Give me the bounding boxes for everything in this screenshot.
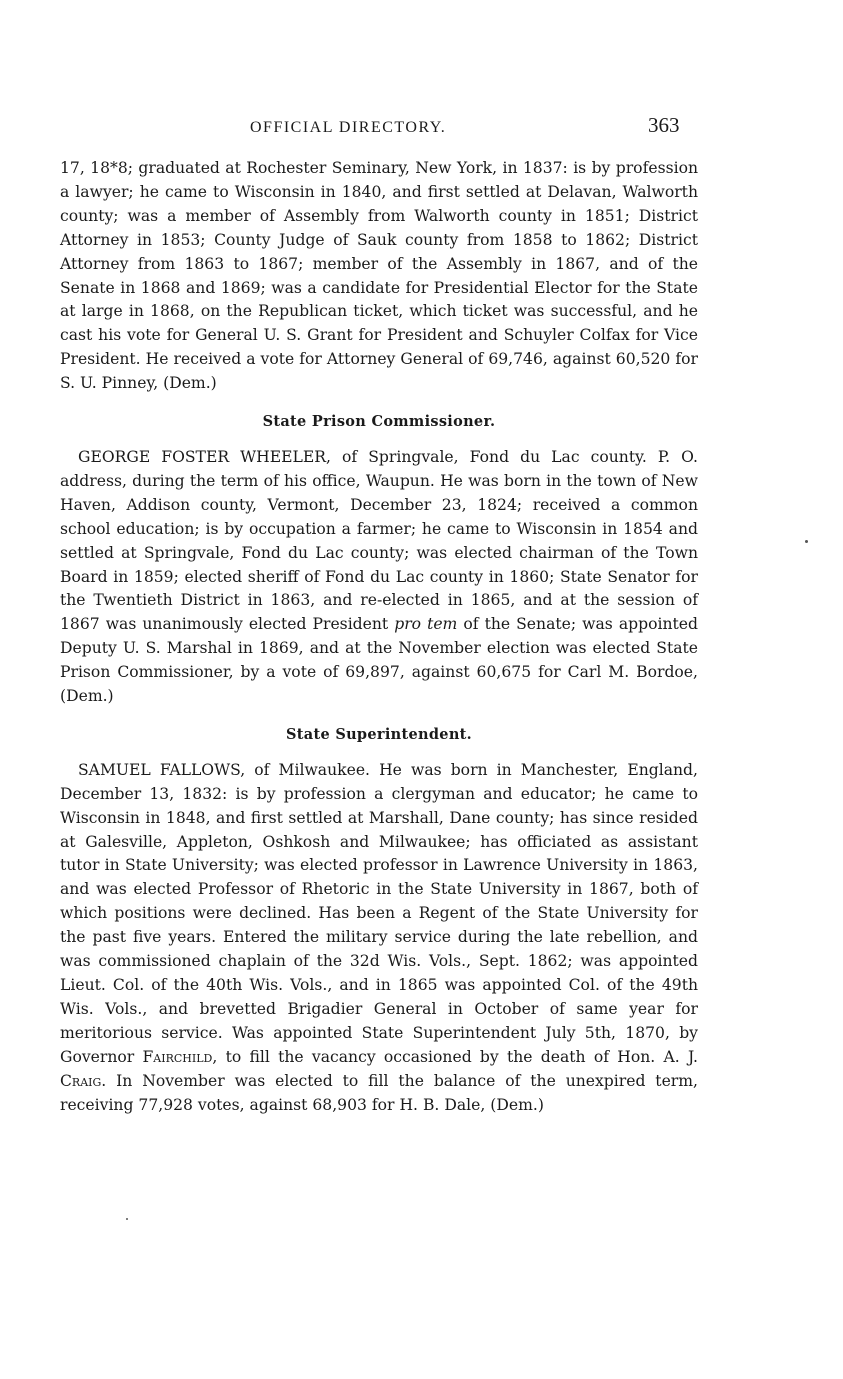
running-header [60,113,700,143]
running-title: OFFICIAL DIRECTORY. [250,119,447,136]
fairchild-smallcaps: Fairchild [142,1047,213,1066]
body-text [60,157,698,1117]
craig-smallcaps: Craig [60,1071,102,1090]
fallows-text-part1: SAMUEL FALLOWS, of Milwaukee. He was born in Manchester, England, December 13, 1832: is by profession a clergyman and educator; he came to Wisconsin in 1848, and first settled at Marshall, Dane county; has since resided at Galesville, Appleton, Oshkosh and Milwaukee; has officiated as assistant tutor in State University; was elected professor in Lawrence University in 1863, and was elected Professor of Rhetoric in the State University in 1867, both of which positions were declined. Has been a Regent of the State University for the past five years. Entered the military service during the late rebellion, and was commissioned chaplain of the 32d Wis. Vols., Sept. 1862; was appointed Lieut. Col. of the 40th Wis. Vols., and in 1865 was appointed Col. of the 49th Wis. Vols., and brevetted Brigadier General in October of same year for meritorious service. Was appointed State Superintendent July 5th, 1870, by Governor [60,760,698,1066]
fallows-text-part2: , to fill the vacancy occasioned by the death of Hon. A. J. [212,1047,698,1066]
section-heading-state-superintendent: State Superintendent. [285,725,473,743]
fallows-biography-paragraph [60,759,698,1118]
wheeler-text-part1: GEORGE FOSTER WHEELER, of Springvale, Fond du Lac county. P. O. address, during the term of his office, Waupun. He was born in the town of New Haven, Addison county, Vermont, December 23, 1824; received a common school education; is by occupation a farmer; he came to Wisconsin in 1854 and settled at Springvale, Fond du Lac county; was elected chairman of the Town Board in 1859; elected sheriff of Fond du Lac county in 1860; State Senator for the Twentieth District in 1863, and re-elected in 1865, and at the session of 1867 was unanimously elected President [60,447,698,634]
pro-tem-italic: pro tem [394,615,458,634]
paper-speck [805,540,808,543]
continued-biography-paragraph: 17, 18*8; graduated at Rochester Seminary, New York, in 1837: is by profession a lawyer; he came to Wisconsin in 1840, and first settled at Delavan, Walworth county; was a member of Assembly from Walworth county in 1851; District Attorney in 1853; County Judge of Sauk county from 1858 to 1862; District Attorney from 1863 to 1867; member of the Assembly in 1867, and of the Senate in 1868 and 1869; was a candidate for Presidential Elector for the State at large in 1868, on the Republican ticket, which ticket was successful, and he cast his vote for General U. S. Grant for President and Schuyler Colfax for Vice President. He received a vote for Attorney General of 69,746, against 60,520 for S. U. Pinney, (Dem.) [60,159,698,393]
fallows-text-part3: . In November was elected to fill the balance of the unexpired term, receiving 77,928 votes, against 68,903 for H. B. Dale, (Dem.) [60,1071,698,1114]
paper-speck [126,1218,128,1220]
section-heading-prison-commissioner: State Prison Commissioner. [262,413,496,431]
page-number: 363 [648,113,680,137]
wheeler-text-part2: of the Senate; was appointed Deputy U. S. Marshal in 1869, and at the November election was elected State Prison Commissioner, by a vote of 69,897, against 60,675 for Carl M. Bordoe, (Dem.) [60,615,698,706]
wheeler-biography-paragraph [60,446,698,709]
